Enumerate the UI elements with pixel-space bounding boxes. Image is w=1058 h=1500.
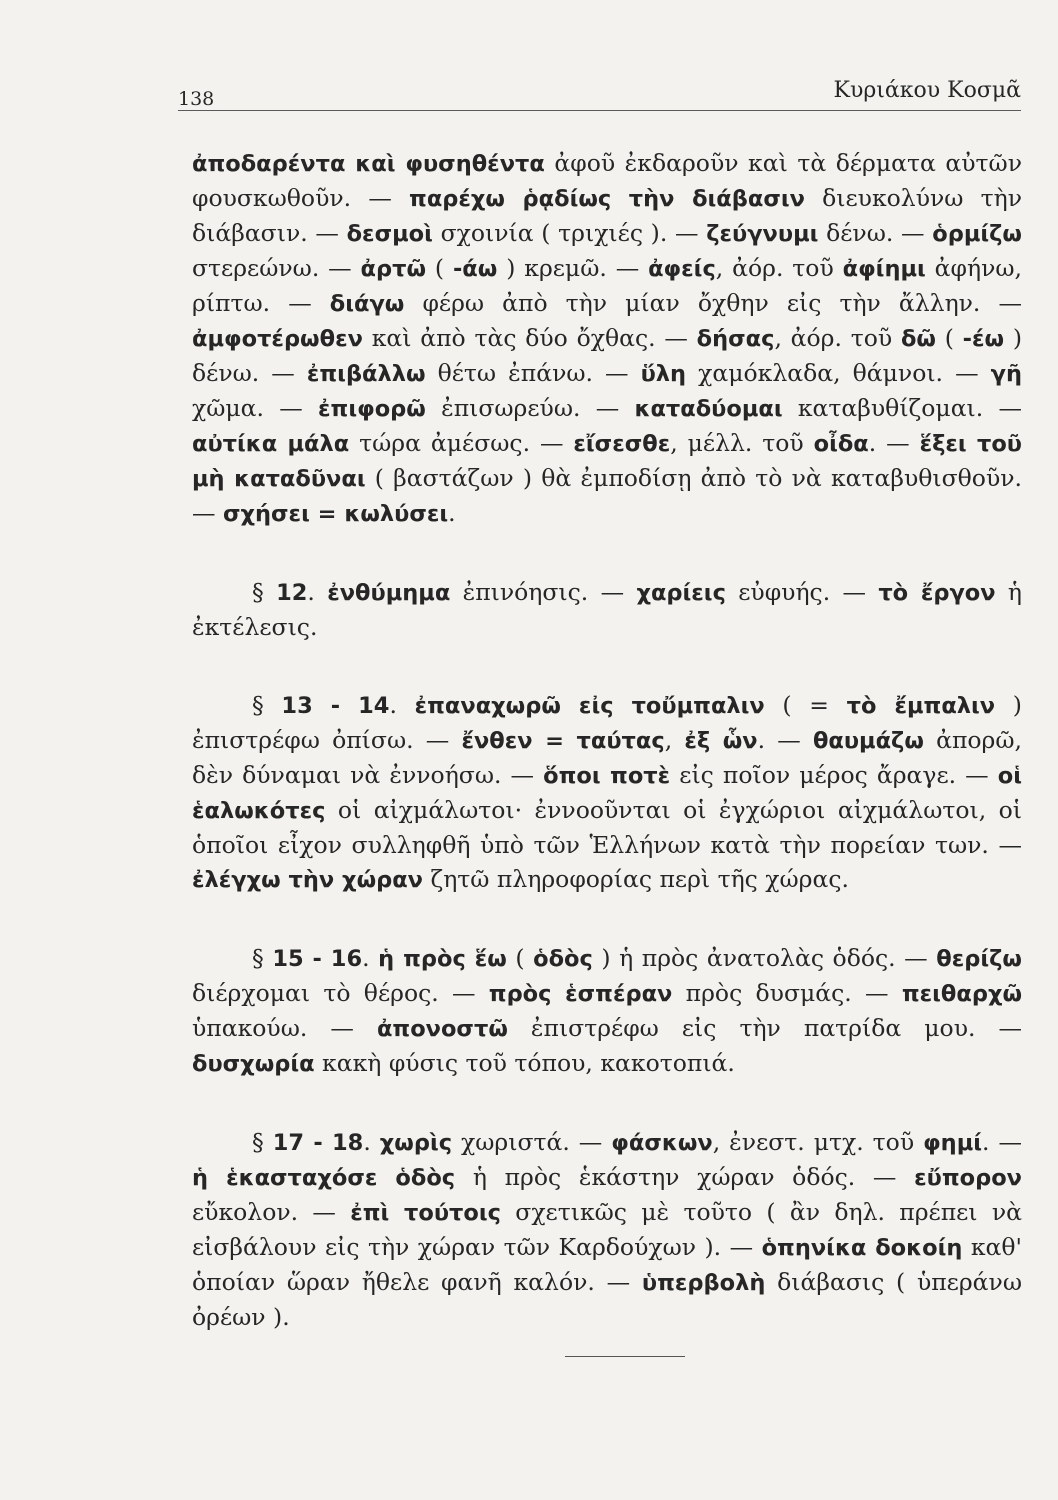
gloss-text: κακὴ φύσις τοῦ τόπου, κακοτοπιά. — [314, 1049, 735, 1077]
lemma-term: ἀφείς — [648, 256, 716, 282]
gloss-text: ἐπινόησις. — — [450, 578, 637, 606]
lemma-term: φάσκων — [611, 1130, 713, 1156]
gloss-text: ) ἡ πρὸς ἀνατολὰς ὁδός. — — [592, 944, 937, 972]
gloss-text: . — [362, 944, 379, 972]
lemma-term: ὕλη — [640, 361, 687, 387]
lemma-term: αὐτίκα μάλα — [192, 431, 350, 457]
gloss-text: καθ' ὁποίαν ὥραν ἤθελε φανῆ καλόν. — — [192, 1233, 1022, 1296]
gloss-text: διέρχομαι τὸ θέρος. — — [192, 979, 489, 1007]
gloss-text: . — — [868, 429, 920, 457]
commentary-paragraph — [192, 146, 1022, 531]
lemma-term: ἐπαναχωρῶ εἰς τοὔμπαλιν — [414, 693, 765, 719]
gloss-text: . — [389, 691, 415, 719]
lemma-term: χωρὶς — [379, 1130, 453, 1156]
gloss-text: ἐπιστρέφω εἰς τὴν πατρίδα μου. — — [507, 1014, 1022, 1042]
lemma-term: ἐλέγχω τὴν χώραν — [192, 867, 424, 893]
lemma-term: ἡ πρὸς ἕω — [378, 946, 507, 972]
lemma-term: οἱ ἑαλωκότες — [192, 763, 1022, 824]
gloss-text: . — — [982, 1128, 1022, 1156]
lemma-term: ὑπερβολὴ — [641, 1270, 766, 1296]
gloss-text: . — [448, 499, 456, 527]
header-rule — [178, 110, 1021, 111]
gloss-text: χωριστά. — — [452, 1128, 612, 1156]
lemma-term: ἔνθεν = ταύτας — [461, 728, 665, 754]
lemma-term: -έω — [962, 326, 1005, 352]
lemma-term: εὔπορον — [914, 1165, 1022, 1191]
page-number: 138 — [178, 88, 215, 110]
gloss-text: ἀφήνω, ρίπτω. — — [192, 254, 1022, 317]
gloss-text: . — [307, 578, 328, 606]
lemma-term: ἐπὶ τούτοις — [350, 1200, 501, 1226]
lemma-term: ἀποδαρέντα καὶ φυσηθέντα — [192, 151, 545, 177]
gloss-text: ἡ πρὸς ἑκάστην χώραν ὁδός. — — [455, 1163, 915, 1191]
lemma-term: ἐξ ὧν — [684, 728, 758, 754]
gloss-text: φέρω ἀπὸ τὴν μίαν ὄχθην εἰς τὴν ἄλλην. — — [404, 289, 1022, 317]
lemma-term: διάγω — [329, 291, 405, 317]
lemma-term: οἶδα — [813, 431, 869, 457]
gloss-text: , ἀόρ. τοῦ — [715, 254, 843, 282]
lemma-term: δεσμοὶ — [346, 221, 433, 247]
lemma-term: τὸ ἔργον — [878, 580, 996, 606]
gloss-text: τώρα ἀμέσως. — — [349, 429, 574, 457]
gloss-text: χαμόκλαδα, θάμνοι. — — [686, 359, 991, 387]
gloss-text: § — [252, 944, 273, 972]
lemma-term: ἀπονοστῶ — [376, 1016, 508, 1042]
lemma-term: -άω — [452, 256, 498, 282]
lemma-term: δῶ — [900, 326, 936, 352]
gloss-text: ) κρεμῶ. — — [497, 254, 649, 282]
gloss-text: . — — [757, 726, 813, 754]
lemma-term: σχήσει = κωλύσει — [222, 501, 449, 527]
lemma-term: φημί — [923, 1130, 983, 1156]
gloss-text: διευκολύνω τὴν διάβασιν. — — [192, 184, 1022, 247]
lemma-term: ὅποι ποτὲ — [543, 763, 671, 789]
gloss-text: , μέλλ. τοῦ — [670, 429, 814, 457]
gloss-text: ἀφοῦ ἐκδαροῦν καὶ τὰ δέρματα αὐτῶν φουσκωθοῦν. — — [192, 149, 1023, 212]
lemma-term: ἀφίημι — [842, 256, 926, 282]
gloss-text: ) ἐπιστρέφω ὀπίσω. — — [192, 691, 1022, 754]
lemma-term: ἐπιβάλλω — [306, 361, 426, 387]
lemma-term: εἴσεσθε — [573, 431, 671, 457]
lemma-term: γῆ — [990, 361, 1022, 387]
gloss-text: ( — [935, 324, 963, 352]
lemma-term: ἐνθύμημα — [327, 580, 451, 606]
gloss-text: § — [252, 1128, 273, 1156]
lemma-term: τὸ ἔμπαλιν — [846, 693, 996, 719]
gloss-text: , ἀόρ. τοῦ — [774, 324, 901, 352]
gloss-text: εἰς ποῖον μέρος ἄραγε. — — [670, 761, 998, 789]
gloss-text: ζητῶ πληροφορίας περὶ τῆς χώρας. — [423, 865, 849, 893]
gloss-text: § — [252, 578, 277, 606]
gloss-text: εὐφυής. — — [725, 578, 879, 606]
footer-rule — [565, 1356, 685, 1357]
lemma-term: 12 — [276, 580, 308, 606]
lemma-term: ἐπιφορῶ — [318, 396, 426, 422]
lemma-term: ἡ ἑκασταχόσε ὁδὸς — [192, 1165, 456, 1191]
gloss-text: διάβασις ( ὑπεράνω ὀρέων ). — [192, 1268, 1022, 1331]
lemma-term: ὁδὸς — [533, 946, 593, 972]
lemma-term: πρὸς ἑσπέραν — [488, 981, 673, 1007]
gloss-text: ( — [506, 944, 534, 972]
gloss-text: σχοινία ( τριχιές ). — — [432, 219, 707, 247]
gloss-text: ( βαστάζων ) θὰ ἐμποδίσῃ ἀπὸ τὸ νὰ καταβυθισθοῦν. — — [192, 464, 1022, 527]
gloss-text: πρὸς δυσμάς. — — [672, 979, 902, 1007]
page-header — [178, 74, 1021, 114]
gloss-text: δένω. — — [818, 219, 933, 247]
lemma-term: δυσχωρία — [192, 1051, 315, 1077]
lemma-term: ἕξει τοῦ μὴ καταδῦναι — [192, 431, 1022, 492]
lemma-term: καταδύομαι — [634, 396, 783, 422]
lemma-term: χαρίεις — [636, 580, 726, 606]
gloss-text: , ἐνεστ. μτχ. τοῦ — [712, 1128, 924, 1156]
lemma-term: θερίζω — [936, 946, 1022, 972]
gloss-text: καταβυθίζομαι. — — [782, 394, 1022, 422]
lemma-term: ὁπηνίκα δοκοίη — [761, 1235, 963, 1261]
gloss-text: θέτω ἐπάνω. — — [425, 359, 641, 387]
gloss-text: χῶμα. — — [192, 394, 319, 422]
lemma-term: δήσας — [696, 326, 775, 352]
gloss-text: οἱ αἰχμάλωτοι· ἐννοοῦνται οἱ ἐγχώριοι αἰχμάλωτοι, οἱ ὁποῖοι εἶχον συλληφθῆ ὑπὸ τῶν Ἑλλήνων κατὰ τὴν πορείαν των. — — [192, 796, 1022, 859]
lemma-term: ἀρτῶ — [360, 256, 427, 282]
lemma-term: πειθαρχῶ — [901, 981, 1023, 1007]
gloss-text: σχετικῶς μὲ τοῦτο ( ἂν δηλ. πρέπει νὰ εἰσβάλουν εἰς τὴν χώραν τῶν Καρδούχων ). — — [192, 1198, 1022, 1261]
gloss-text: στερεώνω. — — [192, 254, 361, 282]
lemma-term: παρέχω ῥᾳδίως τὴν διάβασιν — [409, 186, 805, 212]
gloss-text: εὔκολον. — — [192, 1198, 351, 1226]
lemma-term: ἀμφοτέρωθεν — [192, 326, 363, 352]
lemma-term: θαυμάζω — [812, 728, 924, 754]
gloss-text: ( — [426, 254, 453, 282]
gloss-text: ἐπισωρεύω. — — [425, 394, 635, 422]
gloss-text: . — [363, 1128, 380, 1156]
running-head: Κυριάκου Κοσμᾶ — [833, 78, 1021, 103]
lemma-term: 15 - 16 — [272, 946, 363, 972]
commentary-paragraph — [192, 688, 1022, 897]
lemma-term: 13 - 14 — [281, 693, 390, 719]
commentary-paragraph — [192, 575, 1022, 644]
gloss-text: καὶ ἀπὸ τὰς δύο ὄχθας. — — [362, 324, 697, 352]
gloss-text: ἡ ἐκτέλεσις. — [192, 578, 1022, 641]
gloss-text: ἀπορῶ, δὲν δύναμαι νὰ ἐννοήσω. — — [192, 726, 1023, 789]
gloss-text: , — [664, 726, 685, 754]
gloss-text: § — [252, 691, 282, 719]
gloss-text: ) δένω. — — [192, 324, 1022, 387]
lemma-term: ζεύγνυμι — [706, 221, 819, 247]
commentary-paragraph — [192, 1125, 1022, 1334]
commentary-text — [192, 146, 1022, 1334]
lemma-term: ὁρμίζω — [932, 221, 1022, 247]
lemma-term: 17 - 18 — [272, 1130, 364, 1156]
commentary-paragraph — [192, 941, 1022, 1081]
gloss-text: ὑπακούω. — — [192, 1014, 377, 1042]
gloss-text: ( = — [764, 691, 847, 719]
